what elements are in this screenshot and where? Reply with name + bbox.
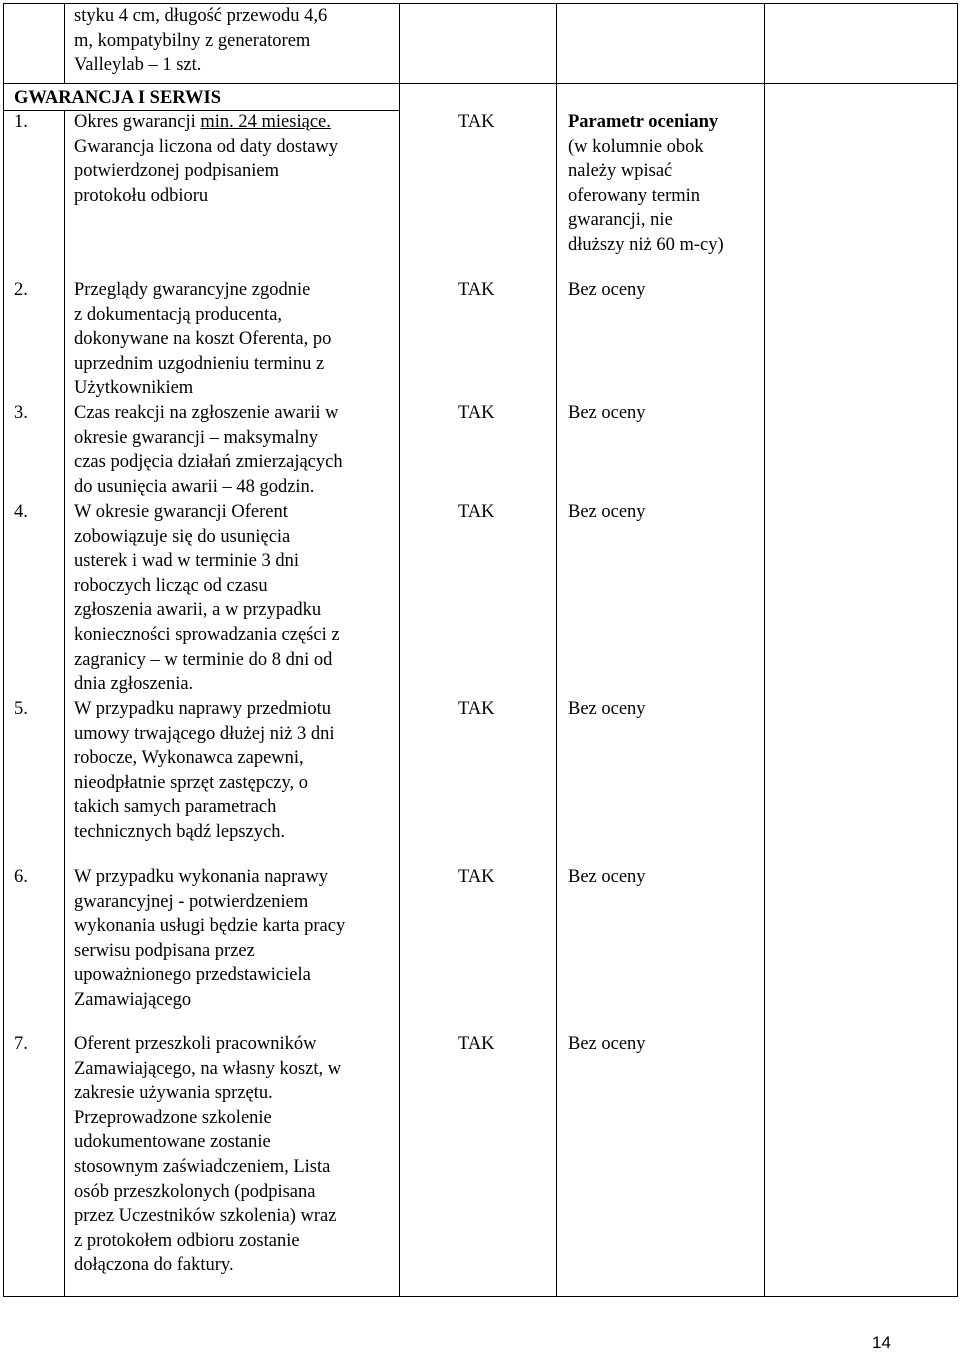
tak-value: TAK [458, 403, 495, 423]
text-line: roboczych licząc od czasu [74, 575, 268, 596]
text-line: udokumentowane zostanie [74, 1132, 271, 1153]
grid-line [3, 83, 958, 84]
text-line: serwisu podpisana przez [74, 940, 255, 961]
item-number: 2. [14, 280, 28, 300]
text-line: Czas reakcji na zgłoszenie awarii w [74, 403, 339, 423]
item-number: 7. [14, 1034, 28, 1054]
parameter-value: Bez oceny [568, 403, 646, 423]
page-number: 14 [872, 1333, 891, 1352]
text-line: dnia zgłoszenia. [74, 674, 194, 695]
text-line: W okresie gwarancji Oferent [74, 502, 288, 522]
text-line: zakresie używania sprzętu. [74, 1083, 273, 1104]
text-line: Oferent przeszkoli pracowników [74, 1034, 317, 1054]
item-description [74, 500, 396, 697]
item-number: 6. [14, 867, 28, 887]
text-line: takich samych parametrach [74, 797, 277, 818]
text-line: dłuższy niż 60 m-cy) [568, 234, 724, 255]
item-description [74, 865, 396, 1013]
text-line: należy wpisać [568, 161, 673, 182]
text-line: robocze, Wykonawca zapewni, [74, 748, 304, 769]
text-line: Gwarancja liczona od daty dostawy [74, 136, 339, 157]
tak-value: TAK [458, 867, 495, 887]
warranty-period-link: min. 24 miesiące. [200, 112, 331, 132]
grid-line [399, 3, 400, 1296]
item-description [74, 110, 396, 208]
tak-value: TAK [458, 280, 495, 300]
text-line: konieczności sprowadzania części z [74, 624, 340, 645]
text-line: W przypadku wykonania naprawy [74, 867, 328, 887]
text-line: zgłoszenia awarii, a w przypadku [74, 600, 322, 621]
parameter-value: Bez oceny [568, 867, 646, 887]
text-line: zobowiązuje się do usunięcia [74, 526, 291, 547]
text-line: Użytkownikiem [74, 378, 194, 399]
tak-value: TAK [458, 699, 495, 719]
text-line: uprzednim uzgodnieniu terminu z [74, 353, 325, 374]
text-line: potwierdzonej podpisaniem [74, 161, 279, 182]
text-line: protokołu odbioru [74, 185, 209, 206]
tak-value: TAK [458, 112, 495, 132]
grid-line [957, 3, 958, 1296]
item-description [74, 697, 396, 845]
tak-value: TAK [458, 1034, 495, 1054]
text-line: przez Uczestników szkolenia) wraz [74, 1206, 337, 1227]
text-segment: Okres gwarancji [74, 112, 201, 132]
text-line: umowy trwającego dłużej niż 3 dni [74, 723, 335, 744]
item-description [74, 401, 396, 499]
text-line: nieodpłatnie sprzęt zastępczy, o [74, 772, 309, 793]
text-line: usterek i wad w terminie 3 dni [74, 551, 300, 572]
text-line: W przypadku naprawy przedmiotu [74, 699, 332, 719]
text-line: styku 4 cm, długość przewodu 4,6 [74, 6, 328, 26]
top-row-description [74, 4, 396, 78]
grid-line [556, 3, 557, 1296]
text-line: m, kompatybilny z generatorem [74, 30, 311, 51]
parameter-value: Bez oceny [568, 1034, 646, 1054]
parameter-value: Bez oceny [568, 280, 646, 300]
text-line: Valleylab – 1 szt. [74, 55, 202, 76]
section-title: GWARANCJA I SERWIS [14, 88, 222, 108]
grid-line [3, 1296, 958, 1297]
text-line: (w kolumnie obok [568, 136, 704, 157]
parameter-value: Bez oceny [568, 502, 646, 522]
text-line: zagranicy – w terminie do 8 dni od [74, 649, 333, 670]
item-number: 4. [14, 502, 28, 522]
parameter-value: Bez oceny [568, 699, 646, 719]
grid-line [3, 3, 4, 1296]
text-line: upoważnionego przedstawiciela [74, 965, 311, 986]
text-line: Zamawiającego, na własny koszt, w [74, 1058, 342, 1079]
text-line: osób przeszkolonych (podpisana [74, 1181, 316, 1202]
parameter-heading: Parametr oceniany [568, 112, 719, 132]
tak-value: TAK [458, 502, 495, 522]
parameter-note [568, 110, 754, 258]
text-line: dołączona do faktury. [74, 1255, 234, 1276]
text-line: do usunięcia awarii – 48 godzin. [74, 476, 315, 497]
item-number: 3. [14, 403, 28, 423]
grid-line [64, 111, 65, 1296]
text-line: okresie gwarancji – maksymalny [74, 427, 319, 448]
grid-line [764, 3, 765, 1296]
item-number: 1. [14, 112, 28, 132]
text-line: gwarancji, nie [568, 210, 673, 231]
grid-line [64, 3, 65, 83]
item-description [74, 278, 396, 401]
text-line: stosownym zaświadczeniem, Lista [74, 1156, 331, 1177]
item-description [74, 1032, 396, 1278]
text-line: dokonywane na koszt Oferenta, po [74, 329, 332, 350]
text-line: czas podjęcia działań zmierzających [74, 452, 343, 473]
text-line: Przeprowadzone szkolenie [74, 1107, 272, 1128]
text-line: wykonania usługi będzie karta pracy [74, 916, 346, 937]
item-number: 5. [14, 699, 28, 719]
text-line: gwarancyjnej - potwierdzeniem [74, 891, 309, 912]
text-line: Zamawiającego [74, 989, 192, 1010]
text-line: z dokumentacją producenta, [74, 304, 283, 325]
text-line: oferowany termin [568, 185, 701, 206]
text-line: Przeglądy gwarancyjne zgodnie [74, 280, 311, 300]
text-line [74, 110, 396, 135]
text-line: z protokołem odbioru zostanie [74, 1230, 300, 1251]
text-line: technicznych bądź lepszych. [74, 821, 286, 842]
